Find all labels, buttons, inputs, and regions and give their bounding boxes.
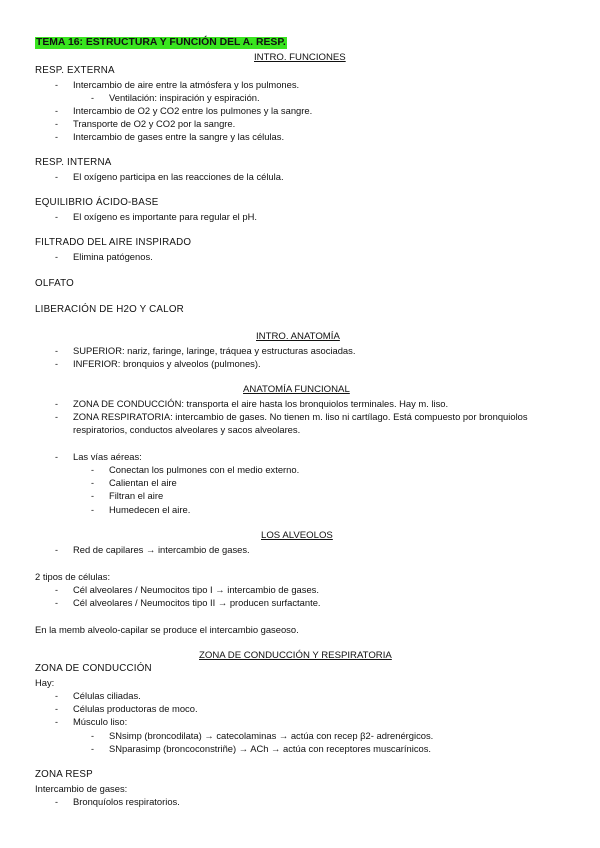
bullet-dash: -	[55, 172, 58, 182]
bullet-dash: -	[91, 744, 94, 754]
list-item: El oxígeno participa en las reacciones de la célula.	[73, 171, 284, 182]
label-resp-externa: RESP. EXTERNA	[35, 65, 115, 76]
list-item: Red de capilares → intercambio de gases.	[73, 544, 250, 555]
list-item: Transporte de O2 y CO2 por la sangre.	[73, 118, 236, 129]
label-hay: Hay:	[35, 677, 55, 688]
list-item: ZONA RESPIRATORIA: intercambio de gases. No tienen m. liso ni cartílago. Está compuesto por bronquiolos	[73, 411, 528, 422]
label-zona-resp: ZONA RESP	[35, 769, 93, 780]
list-item: Músculo liso:	[73, 716, 128, 727]
heading-zona-conduccion-respiratoria: ZONA DE CONDUCCIÓN Y RESPIRATORIA	[199, 650, 392, 661]
list-item: SUPERIOR: nariz, faringe, laringe, tráquea y estructuras asociadas.	[73, 345, 356, 356]
list-item: Cél alveolares / Neumocitos tipo II → producen surfactante.	[73, 597, 321, 608]
list-item: Células ciliadas.	[73, 690, 141, 701]
bullet-dash: -	[55, 585, 58, 595]
bullet-dash: -	[55, 399, 58, 409]
bullet-dash: -	[91, 491, 94, 501]
label-zona-conduccion: ZONA DE CONDUCCIÓN	[35, 663, 152, 674]
bullet-dash: -	[55, 797, 58, 807]
bullet-dash: -	[55, 717, 58, 727]
page-title: TEMA 16: ESTRUCTURA Y FUNCIÓN DEL A. RESP.	[36, 37, 286, 48]
bullet-dash: -	[91, 465, 94, 475]
list-item: INFERIOR: bronquios y alveolos (pulmones).	[73, 358, 261, 369]
label-liberacion: LIBERACIÓN DE H2O Y CALOR	[35, 304, 184, 315]
label-olfato: OLFATO	[35, 278, 74, 289]
bullet-dash: -	[55, 212, 58, 222]
list-item: Elimina patógenos.	[73, 251, 153, 262]
label-resp-interna: RESP. INTERNA	[35, 157, 112, 168]
heading-intro-anatomia: INTRO. ANATOMÍA	[256, 331, 340, 342]
bullet-dash: -	[55, 346, 58, 356]
bullet-dash: -	[55, 598, 58, 608]
list-item: Bronquíolos respiratorios.	[73, 796, 180, 807]
label-intercambio-gases: Intercambio de gases:	[35, 783, 128, 794]
list-subitem: Conectan los pulmones con el medio externo.	[109, 464, 300, 475]
list-subitem: SNparasimp (broncoconstriñe) → ACh → actúa con receptores muscarínicos.	[109, 743, 432, 754]
list-subitem: Calientan el aire	[109, 477, 177, 488]
paragraph-memb: En la memb alveolo-capilar se produce el intercambio gaseoso.	[35, 624, 299, 635]
list-item: Cél alveolares / Neumocitos tipo I → intercambio de gases.	[73, 584, 319, 595]
label-equilibrio: EQUILIBRIO ÁCIDO-BASE	[35, 197, 159, 208]
bullet-dash: -	[91, 93, 94, 103]
bullet-dash: -	[55, 119, 58, 129]
bullet-dash: -	[55, 545, 58, 555]
bullet-dash: -	[55, 412, 58, 422]
heading-anatomia-funcional: ANATOMÍA FUNCIONAL	[243, 384, 350, 395]
heading-alveolos: LOS ALVEOLOS	[261, 530, 333, 541]
list-item: Intercambio de aire entre la atmósfera y los pulmones.	[73, 79, 300, 90]
bullet-dash: -	[55, 106, 58, 116]
list-item-continuation: respiratorios, conductos alveolares y sacos alveolares.	[73, 424, 301, 435]
list-item: ZONA DE CONDUCCIÓN: transporta el aire hasta los bronquiolos terminales. Hay m. liso.	[73, 398, 449, 409]
list-item: El oxígeno es importante para regular el pH.	[73, 211, 257, 222]
label-filtrado: FILTRADO DEL AIRE INSPIRADO	[35, 237, 192, 248]
list-subitem: Humedecen el aire.	[109, 504, 191, 515]
bullet-dash: -	[55, 359, 58, 369]
list-item: Intercambio de gases entre la sangre y las células.	[73, 131, 285, 142]
bullet-dash: -	[55, 704, 58, 714]
bullet-dash: -	[55, 252, 58, 262]
bullet-dash: -	[55, 691, 58, 701]
bullet-dash: -	[55, 452, 58, 462]
list-item: Intercambio de O2 y CO2 entre los pulmones y la sangre.	[73, 105, 313, 116]
bullet-dash: -	[55, 132, 58, 142]
bullet-dash: -	[91, 478, 94, 488]
bullet-dash: -	[55, 80, 58, 90]
bullet-dash: -	[91, 505, 94, 515]
bullet-dash: -	[91, 731, 94, 741]
heading-intro-funciones: INTRO. FUNCIONES	[254, 52, 346, 63]
list-item: Células productoras de moco.	[73, 703, 198, 714]
list-subitem: Ventilación: inspiración y espiración.	[109, 92, 260, 103]
list-subitem: Filtran el aire	[109, 490, 164, 501]
list-subitem: SNsimp (broncodilata) → catecolaminas → actúa con recep β2- adrenérgicos.	[109, 730, 434, 741]
list-item: Las vías aéreas:	[73, 451, 142, 462]
label-tipos-celulas: 2 tipos de células:	[35, 571, 111, 582]
